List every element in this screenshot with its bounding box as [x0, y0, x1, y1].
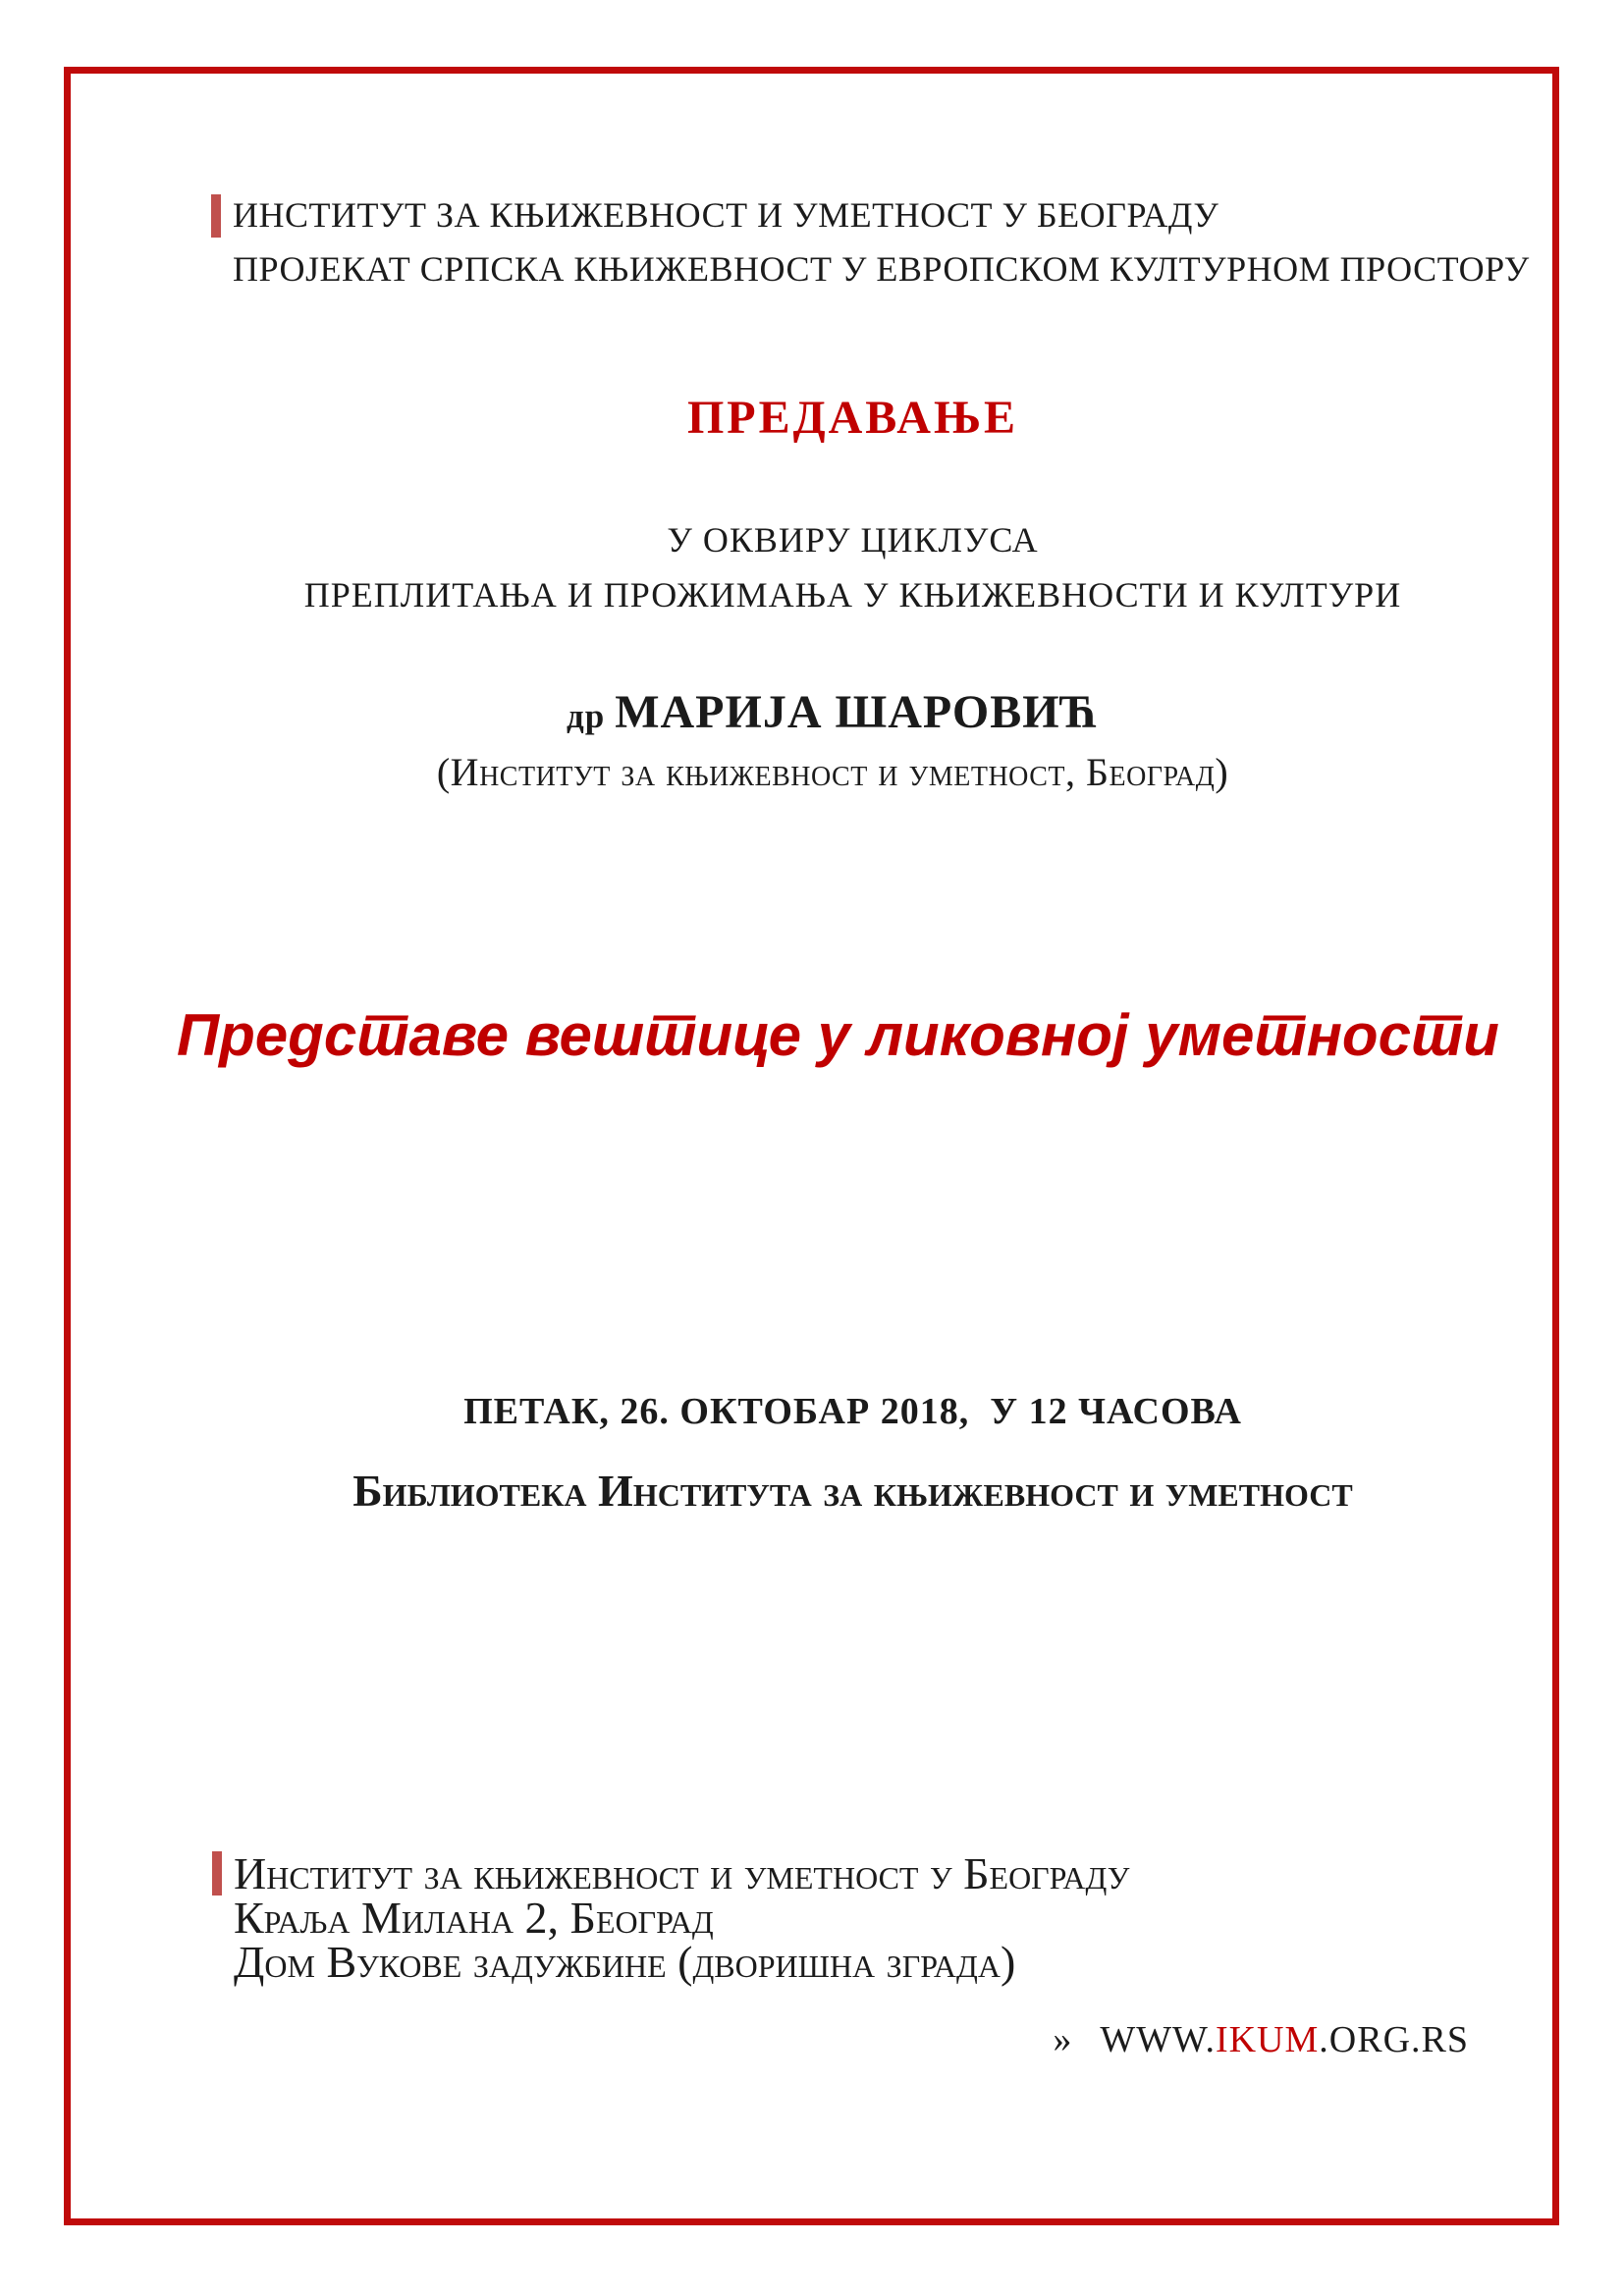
- footer-institute-text: Институт за књижевност и уметност у Београду: [234, 1848, 1130, 1898]
- header-project-line: ПРОЈЕКАТ СРПСКА КЊИЖЕВНОСТ У ЕВРОПСКОМ КУЛТУРНОМ ПРОСТОРУ: [233, 249, 1530, 289]
- footer-building-line: Дом Вукове задужбине (дворишна зграда): [234, 1937, 1016, 1987]
- event-type-heading: ПРЕДАВАЊЕ: [686, 392, 1019, 444]
- cycle-title-line: ПРЕПЛИТАЊА И ПРОЖИМАЊА У КЊИЖЕВНОСТИ И КУЛТУРИ: [303, 575, 1402, 614]
- speaker-name: МАРИЈА ШАРОВИЋ: [615, 686, 1099, 738]
- schedule-block: [211, 1390, 1494, 1517]
- header-institute-text: ИНСТИТУТ ЗА КЊИЖЕВНОСТ И УМЕТНОСТ У БЕОГРАДУ: [233, 195, 1219, 235]
- speaker-name-line: [171, 685, 1494, 739]
- website-url: [1100, 2019, 1469, 2060]
- footer-block: [212, 1848, 1498, 1987]
- event-datetime: ПЕТАК, 26. ОКТОБАР 2018, У 12 ЧАСОВА: [463, 1391, 1242, 1432]
- website-suffix: .ORG.RS: [1319, 2019, 1469, 2060]
- header-accent-bar: [211, 194, 221, 238]
- header-block: [211, 188, 1530, 296]
- event-venue: Библиотека Института за књижевност и уметност: [352, 1466, 1353, 1516]
- footer-institute-line: [212, 1848, 1498, 1898]
- speaker-affiliation: (Институт за књижевност и уметност, Београд): [436, 750, 1229, 794]
- lecture-title: Представе вештице у ликовној уметности: [177, 1002, 1499, 1068]
- speaker-title-prefix: др: [567, 697, 606, 735]
- footer-address-line: Краља Милана 2, Београд: [234, 1893, 714, 1943]
- cycle-block: [211, 512, 1494, 622]
- website-ikum-highlight: IKUM: [1215, 2019, 1320, 2060]
- cycle-intro-line: У ОКВИРУ ЦИКЛУСА: [667, 520, 1039, 560]
- speaker-block: [171, 685, 1494, 795]
- website-line: [211, 2018, 1469, 2061]
- footer-accent-bar: [212, 1851, 222, 1896]
- header-institute-line: [211, 188, 1497, 242]
- website-prefix: WWW.: [1100, 2019, 1216, 2060]
- double-angle-icon: »: [1053, 2019, 1073, 2060]
